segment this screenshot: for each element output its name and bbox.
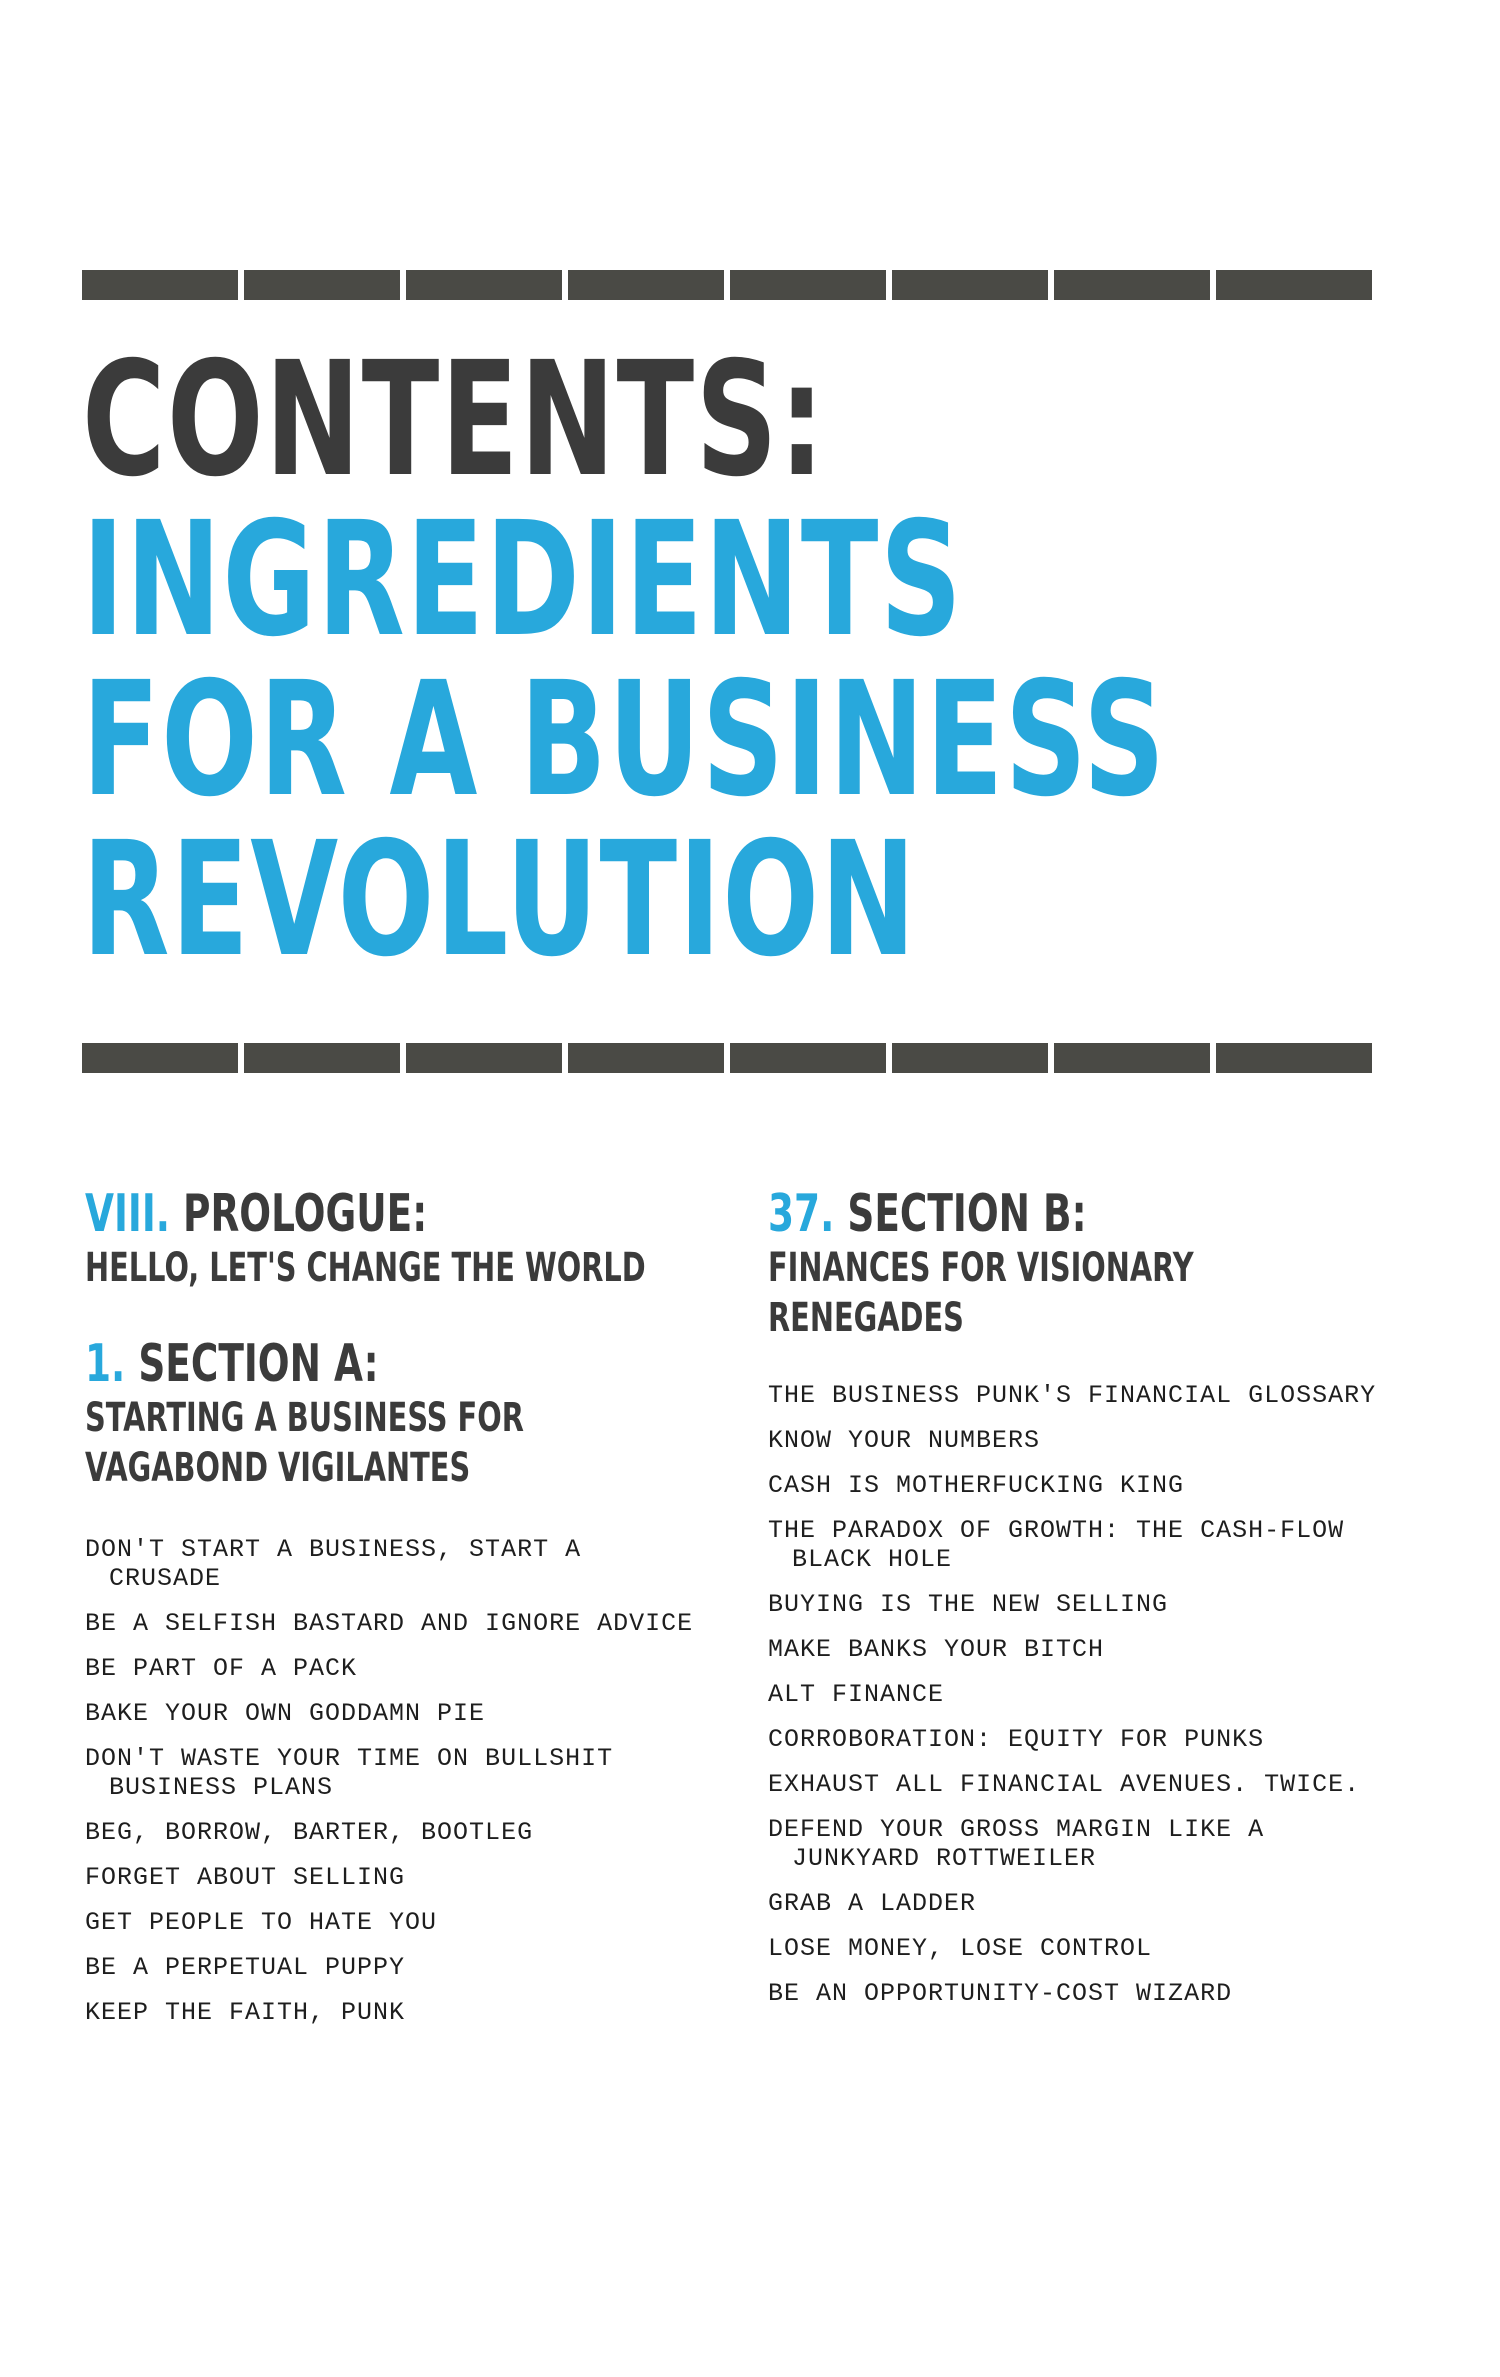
section-a-entry[interactable] (85, 1335, 705, 1493)
title-line-revolution: REVOLUTION (82, 808, 918, 992)
section-b-subtitle-line1: FINANCES FOR VISIONARY (768, 1245, 1194, 1291)
toc-item[interactable]: DON'T WASTE YOUR TIME ON BULLSHIT BUSINESS PLANS (85, 1744, 614, 1802)
toc-item[interactable]: GRAB A LADDER (768, 1889, 977, 1918)
toc-item[interactable]: DEFEND YOUR GROSS MARGIN LIKE A JUNKYARD ROTTWEILER (768, 1815, 1265, 1873)
bottom-dash-rule (82, 1043, 1372, 1073)
toc-item[interactable]: LOSE MONEY, LOSE CONTROL (768, 1934, 1153, 1963)
toc-item[interactable]: CORROBORATION: EQUITY FOR PUNKS (768, 1725, 1265, 1754)
section-b-list (768, 1381, 1408, 2008)
section-b-number: 37. (768, 1184, 835, 1244)
top-dash-rule (82, 270, 1372, 300)
prologue-subtitle: HELLO, LET'S CHANGE THE WORLD (85, 1245, 646, 1291)
prologue-heading (85, 1185, 531, 1243)
section-a-subtitle-line2: VAGABOND VIGILANTES (85, 1445, 471, 1491)
toc-item[interactable]: THE PARADOX OF GROWTH: THE CASH-FLOW BLACK HOLE (768, 1516, 1345, 1574)
toc-item[interactable]: KEEP THE FAITH, PUNK (85, 1998, 406, 2027)
toc-item[interactable]: DON'T START A BUSINESS, START A CRUSADE (85, 1535, 582, 1593)
toc-item[interactable]: EXHAUST ALL FINANCIAL AVENUES. TWICE. (768, 1770, 1361, 1799)
right-column (768, 1185, 1408, 2024)
toc-item[interactable]: MAKE BANKS YOUR BITCH (768, 1635, 1105, 1664)
toc-item[interactable]: BAKE YOUR OWN GODDAMN PIE (85, 1699, 486, 1728)
section-a-heading (85, 1335, 531, 1393)
toc-item[interactable]: FORGET ABOUT SELLING (85, 1863, 406, 1892)
prologue-entry[interactable] (85, 1185, 705, 1293)
title-contents: CONTENTS: (82, 328, 826, 512)
prologue-label: PROLOGUE: (183, 1184, 428, 1244)
title-line-business: FOR A BUSINESS (82, 648, 1167, 832)
section-b-heading (768, 1185, 1229, 1243)
toc-item[interactable]: KNOW YOUR NUMBERS (768, 1426, 1041, 1455)
section-a-label: SECTION A: (138, 1334, 379, 1394)
toc-item[interactable]: CASH IS MOTHERFUCKING KING (768, 1471, 1185, 1500)
section-a-number: 1. (85, 1334, 126, 1394)
page-title (82, 328, 1382, 992)
toc-item[interactable]: BE AN OPPORTUNITY-COST WIZARD (768, 1979, 1233, 2008)
prologue-number: VIII. (85, 1184, 170, 1244)
toc-item[interactable]: THE BUSINESS PUNK'S FINANCIAL GLOSSARY (768, 1381, 1377, 1410)
section-b-label: SECTION B: (847, 1184, 1087, 1244)
toc-item[interactable]: GET PEOPLE TO HATE YOU (85, 1908, 438, 1937)
toc-item[interactable]: ALT FINANCE (768, 1680, 945, 1709)
left-column (85, 1185, 705, 2043)
section-a-subtitle-line1: STARTING A BUSINESS FOR (85, 1395, 524, 1441)
toc-item[interactable]: BEG, BORROW, BARTER, BOOTLEG (85, 1818, 534, 1847)
toc-item[interactable]: BE PART OF A PACK (85, 1654, 358, 1683)
toc-item[interactable]: BE A PERPETUAL PUPPY (85, 1953, 406, 1982)
toc-item[interactable]: BUYING IS THE NEW SELLING (768, 1590, 1169, 1619)
section-b-entry[interactable] (768, 1185, 1408, 1343)
title-line-ingredients: INGREDIENTS (82, 488, 964, 672)
toc-item[interactable]: BE A SELFISH BASTARD AND IGNORE ADVICE (85, 1609, 694, 1638)
section-a-list (85, 1535, 705, 2027)
section-b-subtitle-line2: RENEGADES (768, 1295, 964, 1341)
